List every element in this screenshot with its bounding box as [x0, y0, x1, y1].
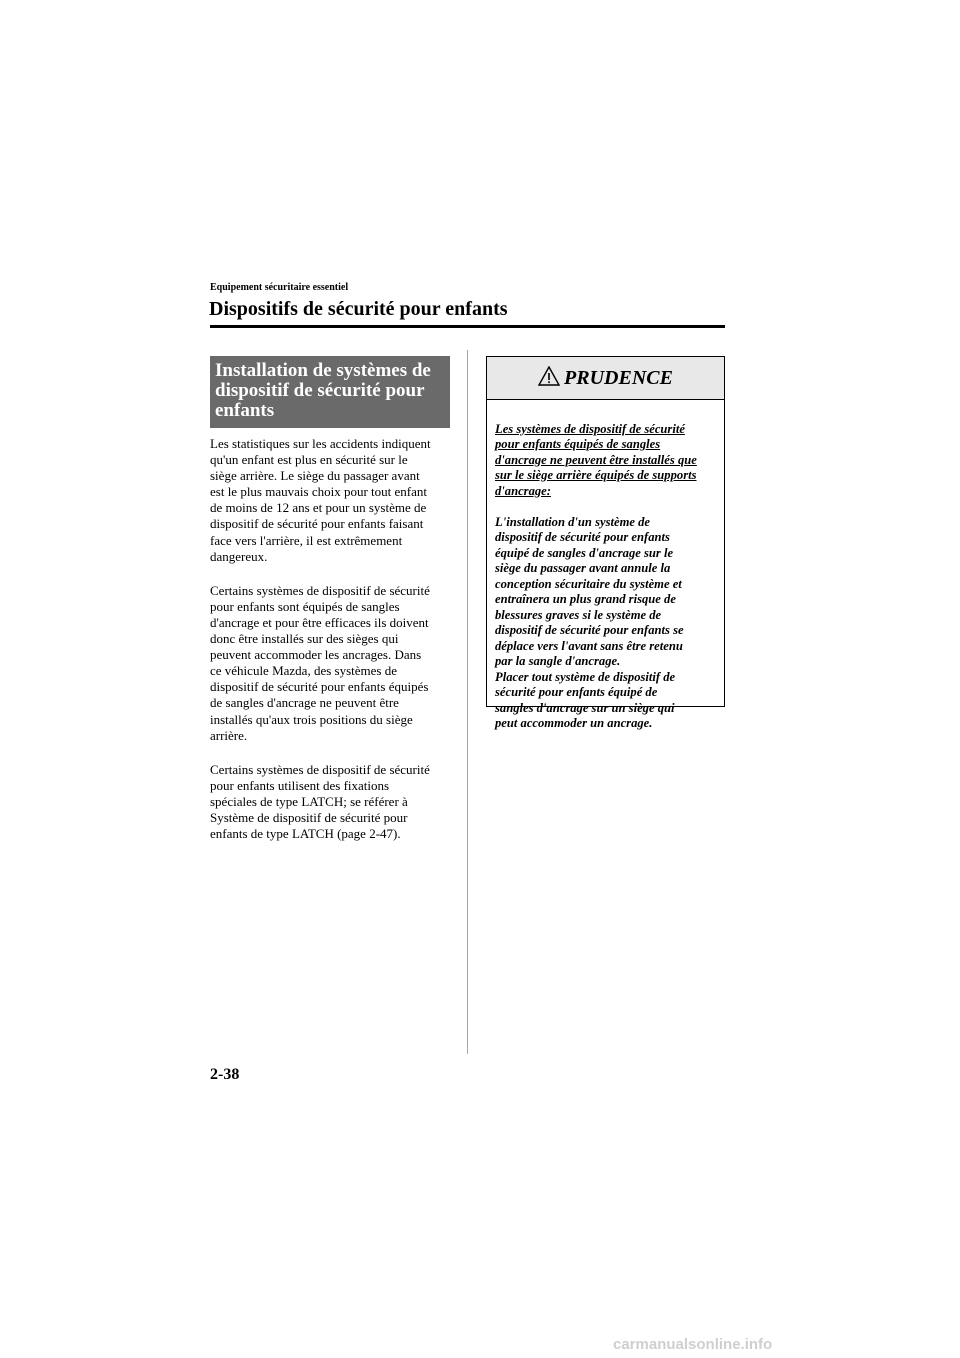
caution-header [487, 357, 724, 400]
paragraph-statistics: Les statistiques sur les accidents indiquent qu'un enfant est plus en sécurité sur le siège arrière. Le siège du passager avant est le plus mauvais choix pour tout enfant de moins de 12 ans et pour un système de dispositif de sécurité pour enfants faisant face vers l'arrière, il est extrêmement dangereux. [210, 436, 431, 564]
page-number: 2-38 [210, 1066, 240, 1083]
column-divider [467, 350, 468, 1054]
watermark: carmanualsonline.info [613, 1336, 773, 1353]
caution-title: PRUDENCE [564, 366, 673, 389]
paragraph-anchor-straps: Certains systèmes de dispositif de sécurité pour enfants sont équipés de sangles d'ancrage et pour être efficaces ils doivent donc être installés sur des sièges qui peuvent accommoder les ancrages. Dans ce véhicule Mazda, des systèmes de dispositif de sécurité pour enfants équipés de sangles d'ancrage ne peuvent être installés qu'aux trois positions du siège arrière. [210, 582, 430, 743]
page-title: Dispositifs de sécurité pour enfants [209, 298, 508, 320]
section-heading: Installation de systèmes de dispositif de sécurité pour enfants [210, 356, 450, 428]
section-label: Equipement sécuritaire essentiel [210, 282, 349, 293]
caution-box [486, 356, 725, 730]
paragraph-latch: Certains systèmes de dispositif de sécurité pour enfants utilisent des fixations spéciales de type LATCH; se référer à Système de dispositif de sécurité pour enfants de type LATCH (page 2-47). [210, 761, 430, 842]
title-rule [210, 325, 725, 328]
warning-triangle-icon [538, 366, 560, 386]
caution-text: L'installation d'un système de dispositif de sécurité pour enfants équipé de sangles d'ancrage sur le siège du passager avant annule la conception sécuritaire du système et entraînera un plus grand risque de blessures graves si le système de dispositif de sécurité pour enfants se déplace vers l'avant sans être retenu par la sangle d'ancrage. Placer tout système de dispositif de sécurité pour enfants équipé de sangles d'ancrage sur un siège qui peut accommoder un ancrage. [495, 514, 684, 730]
body-text-column [210, 436, 455, 860]
caution-heading: Les systèmes de dispositif de sécurité pour enfants équipés de sangles d'ancrage ne peuvent être installés que sur le siège arrière équipés de supports d'ancrage: [495, 421, 697, 498]
caution-body [487, 400, 724, 747]
